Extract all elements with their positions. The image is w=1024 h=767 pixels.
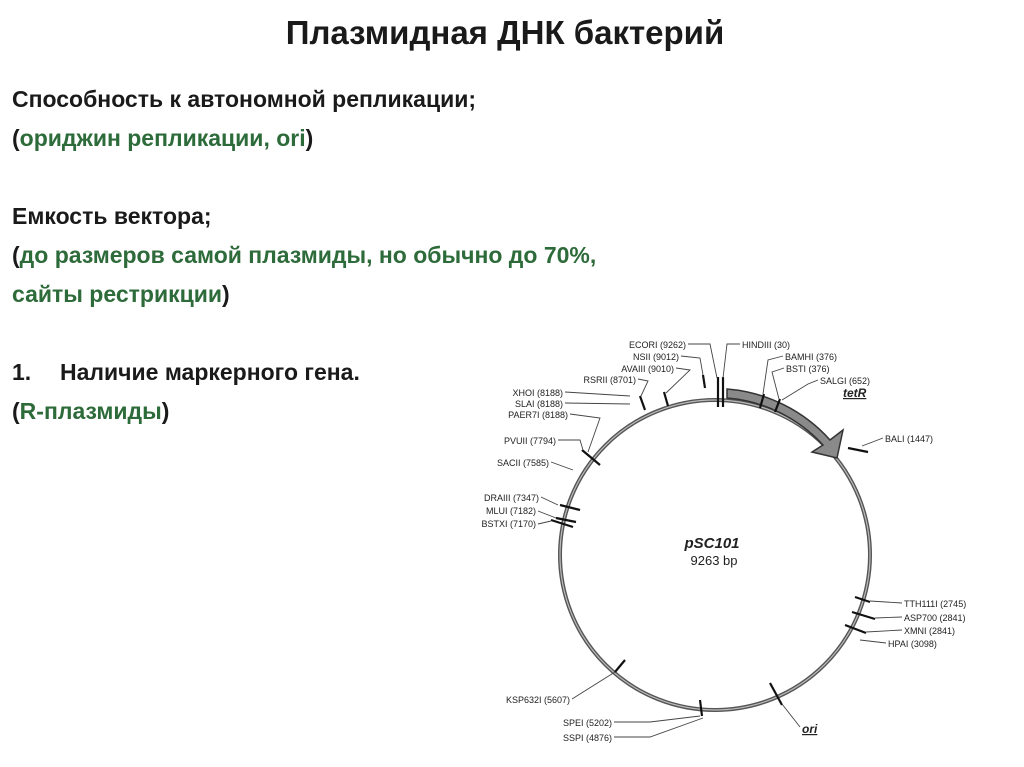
site-label-avaiii: AVAIII (9010) [621, 364, 674, 374]
ori-note: ориджин репликации, ori [19, 125, 306, 151]
site-label-sspi: SSPI (4876) [562, 733, 612, 743]
site-label-xmni: XMNI (2841) [904, 626, 956, 636]
list-number: 1. [12, 359, 32, 385]
site-label-bamhi: BAMHI (376) [785, 352, 838, 362]
site-label-hindiii: HINDIII (30) [742, 340, 791, 350]
ori-label: ori [802, 722, 818, 736]
sites-note: сайты рестрикции [12, 281, 223, 307]
site-label-rsrii: RSRII (8701) [583, 375, 636, 385]
site-label-draiii: DRAIII (7347) [483, 493, 539, 503]
plasmid-name: pSC101 [684, 535, 740, 552]
site-label-hpai: HPAI (3098) [888, 639, 937, 649]
site-label-nsii: NSII (9012) [632, 352, 679, 362]
paren-close: ) [222, 281, 230, 307]
plasmid-size: 9263 bp [690, 553, 738, 568]
site-label-asp700: ASP700 (2841) [904, 613, 966, 623]
site-label-sacii: SACII (7585) [496, 458, 549, 468]
paren-open: ( [12, 242, 20, 268]
site-label-pvuii: PVUII (7794) [503, 436, 556, 446]
size-note: до размеров самой плазмиды, но обычно до 70%, [19, 242, 597, 268]
site-label-bali: BALI (1447) [885, 434, 934, 444]
site-label-tth111i: TTH111I (2745) [904, 599, 967, 609]
site-label-bstxi: BSTXI (7170) [481, 519, 536, 529]
paren-close: ) [305, 125, 314, 151]
paren-open: ( [12, 125, 20, 151]
marker-text: Наличие маркерного гена. [60, 359, 360, 385]
site-label-paer7i: PAER7I (8188) [508, 410, 568, 420]
site-label-xhoi: XHOI (8188) [512, 388, 563, 398]
paren-close: ) [161, 398, 170, 424]
text-line-replication: Способность к автономной репликации; [12, 86, 477, 112]
tetR-arrow [727, 389, 843, 458]
site-label-mlui: MLUI (7182) [485, 506, 536, 516]
site-label-spei: SPEI (5202) [562, 718, 612, 728]
tetR-label: tetR [843, 386, 867, 400]
paren-open: ( [12, 398, 20, 424]
rplasmid-note: R-плазмиды [19, 398, 162, 424]
text-line-capacity: Емкость вектора; [12, 203, 212, 229]
site-label-bsti: BSTI (376) [786, 364, 830, 374]
site-label-ksp632i: KSP632I (5607) [505, 695, 570, 705]
slide-title: Плазмидная ДНК бактерий [285, 14, 725, 51]
site-label-ecori: ECORI (9262) [628, 340, 686, 350]
site-label-slai: SLAI (8188) [514, 399, 563, 409]
site-label-salgi: SALGI (652) [820, 376, 871, 386]
